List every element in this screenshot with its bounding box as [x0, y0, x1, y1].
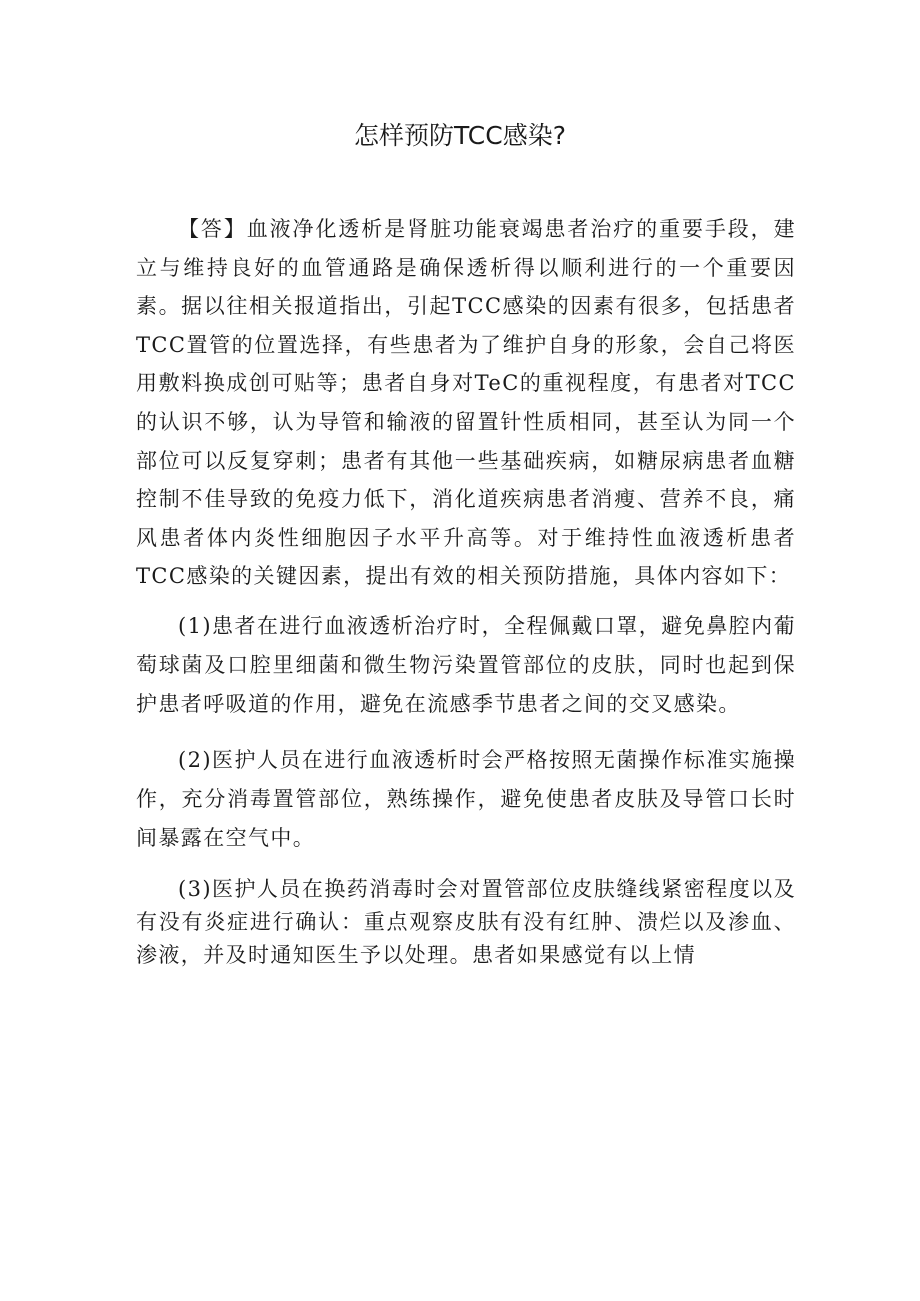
- answer-intro-paragraph: 【答】血液净化透析是肾脏功能衰竭患者治疗的重要手段，建立与维持良好的血管通路是确保透析得以顺利进行的一个重要因素。据以往相关报道指出，引起TCC感染的因素有很多，包括患者TCC置管的位置选择，有些患者为了维护自身的形象，会自己将医用敷料换成创可贴等；患者自身对TeC的重视程度，有患者对TCC的认识不够，认为导管和输液的留置针性质相同，甚至认为同一个部位可以反复穿刺；患者有其他一些基础疾病，如糖尿病患者血糖控制不佳导致的免疫力低下，消化道疾病患者消瘦、营养不良，痛风患者体内炎性细胞因子水平升高等。对于维持性血液透析患者TCC感染的关键因素，提出有效的相关预防措施，具体内容如下：: [136, 217, 796, 589]
- document-body: [136, 210, 796, 972]
- measure-paragraph-2: (2)医护人员在进行血液透析时会严格按照无菌操作标准实施操作，充分消毒置管部位，熟练操作，避免使患者皮肤及导管口长时间暴露在空气中。: [136, 747, 796, 850]
- document-title: 怎样预防TCC感染?: [354, 121, 566, 150]
- measure-paragraph-3: (3)医护人员在换药消毒时会对置管部位皮肤缝线紧密程度以及有没有炎症进行确认：重点观察皮肤有没有红肿、溃烂以及渗血、渗液，并及时通知医生予以处理。患者如果感觉有以上情: [136, 876, 796, 967]
- measure-paragraph-1: (1)患者在进行血液透析治疗时，全程佩戴口罩，避免鼻腔内葡萄球菌及口腔里细菌和微生物污染置管部位的皮肤，同时也起到保护患者呼吸道的作用，避免在流感季节患者之间的交叉感染。: [136, 613, 796, 716]
